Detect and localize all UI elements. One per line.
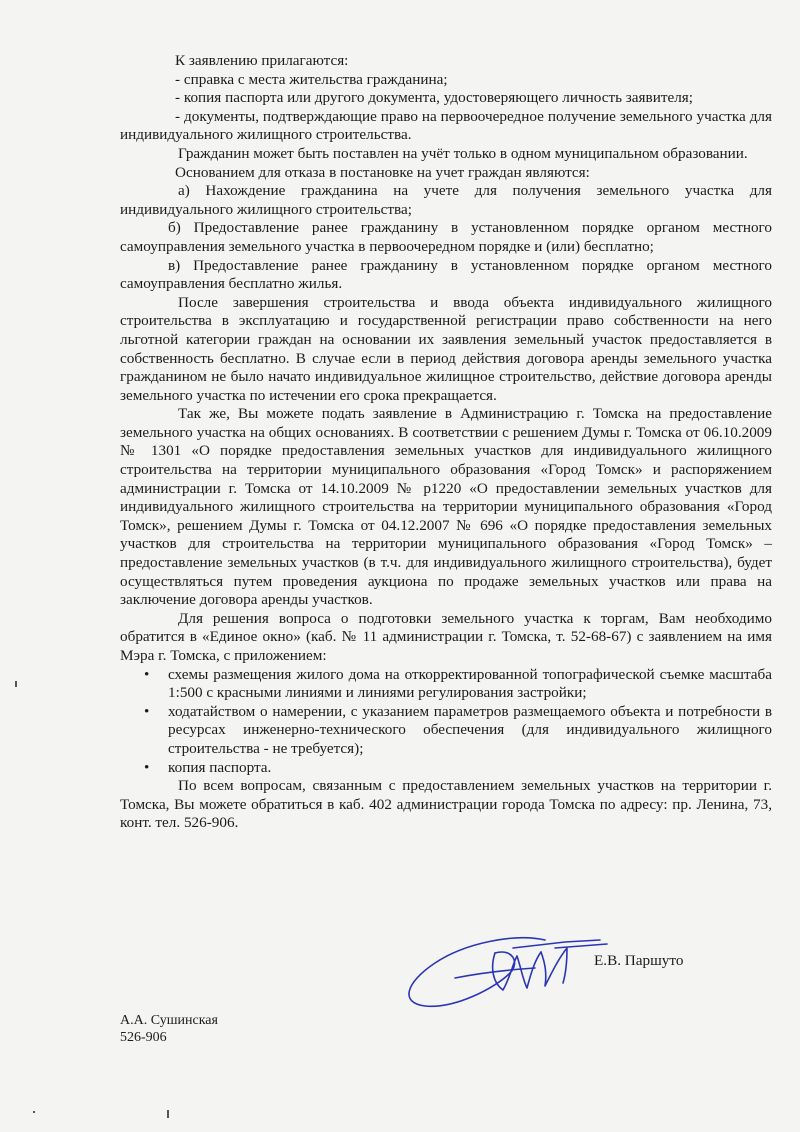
signer-name: Е.В. Паршуто <box>594 952 684 969</box>
list-item <box>120 666 772 703</box>
refusal-reason-c: в) Предоставление ранее гражданину в установленном порядке органом местного самоуправления бесплатно жилья. <box>120 256 772 293</box>
refusal-reason-b: б) Предоставление ранее гражданину в установленном порядке органом местного самоуправления земельного участка в первоочередном порядке и (или) бесплатно; <box>120 219 772 255</box>
bullet: • <box>144 702 150 720</box>
performer-block <box>120 1012 218 1046</box>
attachments-intro: К заявлению прилагаются: <box>175 52 349 69</box>
refusal-intro: Основанием для отказа в постановке на учет граждан являются: <box>175 163 590 181</box>
auction-attachment-list <box>120 666 772 778</box>
construction-paragraph: После завершения строительства и ввода объекта индивидуального жилищного строительства в эксплуатацию и государственной регистрации право собственности на него льготной категории граждан на основании их заявления земельный участок предоставляется в собственность бесплатно. В случае если в период действия договора аренды земельного участка гражданином не было начато индивидуальное жилищное строительство, действие договора аренды земельного участка по истечении его срока прекращается. <box>120 293 772 404</box>
list-item-text: копия паспорта. <box>168 758 272 776</box>
attachment-item: - копия паспорта или другого документа, удостоверяющего личность заявителя; <box>175 89 693 107</box>
list-item-text: схемы размещения жилого дома на откорректированной топографической съемке масштаба 1:500 с красными линиями и линиями регулирования застройки; <box>168 665 772 702</box>
list-item <box>120 703 772 759</box>
bullet: • <box>144 758 150 776</box>
attachment-item: - документы, подтверждающие право на первоочередное получение земельного участка для индивидуального жилищного строительства. <box>120 107 772 144</box>
scan-speck <box>167 1110 169 1118</box>
bullet: • <box>144 665 150 683</box>
list-item <box>120 759 772 778</box>
attachment-item: - справка с места жительства гражданина; <box>175 70 448 88</box>
letter-body <box>120 52 772 833</box>
performer-name: А.А. Сушинская <box>120 1013 218 1028</box>
auction-paragraph: Для решения вопроса о подготовки земельного участка к торгам, Вам необходимо обратится в «Единое окно» (каб. № 11 администрации г. Томска, т. 52-68-67) с заявлением на имя Мэра г. Томска, с приложением: <box>120 609 772 664</box>
contacts-paragraph: По всем вопросам, связанным с предоставлением земельных участков на территории г. Томска, Вы можете обратиться в каб. 402 администрации города Томска по адресу: пр. Ленина, 73, конт. тел. 526-906. <box>120 777 772 832</box>
refusal-reason-a: а) Нахождение гражданина на учете для получения земельного участка для индивидуального жилищного строительства; <box>120 182 772 218</box>
scan-speck <box>33 1111 35 1113</box>
scan-speck <box>15 681 17 687</box>
handwritten-signature <box>395 918 615 1018</box>
general-basis-paragraph: Так же, Вы можете подать заявление в Администрацию г. Томска на предоставление земельного участка на общих основаниях. В соответствии с решением Думы г. Томска от 06.10.2009 № 1301 «О порядке предоставления земельных участков для индивидуального жилищного строительства на территории муниципального образования «Город Томск» и распоряжением администрации г. Томска от 14.10.2009 № р1220 «О предоставлении земельных участков для индивидуального жилищного строительства на территории муниципального образования «Город Томск», решением Думы г. Томска от 04.12.2007 № 696 «О порядке предоставления земельных участков для строительства на территории муниципального образования «Город Томск» – предоставление земельных участков (в т.ч. для индивидуального жилищного строительства), будет осуществляться путем проведения аукциона по продаже земельных участков или права на заключение договора аренды участков. <box>120 405 772 609</box>
single-registration-paragraph: Гражданин может быть поставлен на учёт только в одном муниципальном образовании. <box>178 144 748 162</box>
list-item-text: ходатайством о намерении, с указанием параметров размещаемого объекта и потребности в ресурсах инженерно-технического обеспечения (для индивидуального жилищного строительства - не требуется); <box>168 702 772 757</box>
performer-phone: 526-906 <box>120 1030 167 1045</box>
